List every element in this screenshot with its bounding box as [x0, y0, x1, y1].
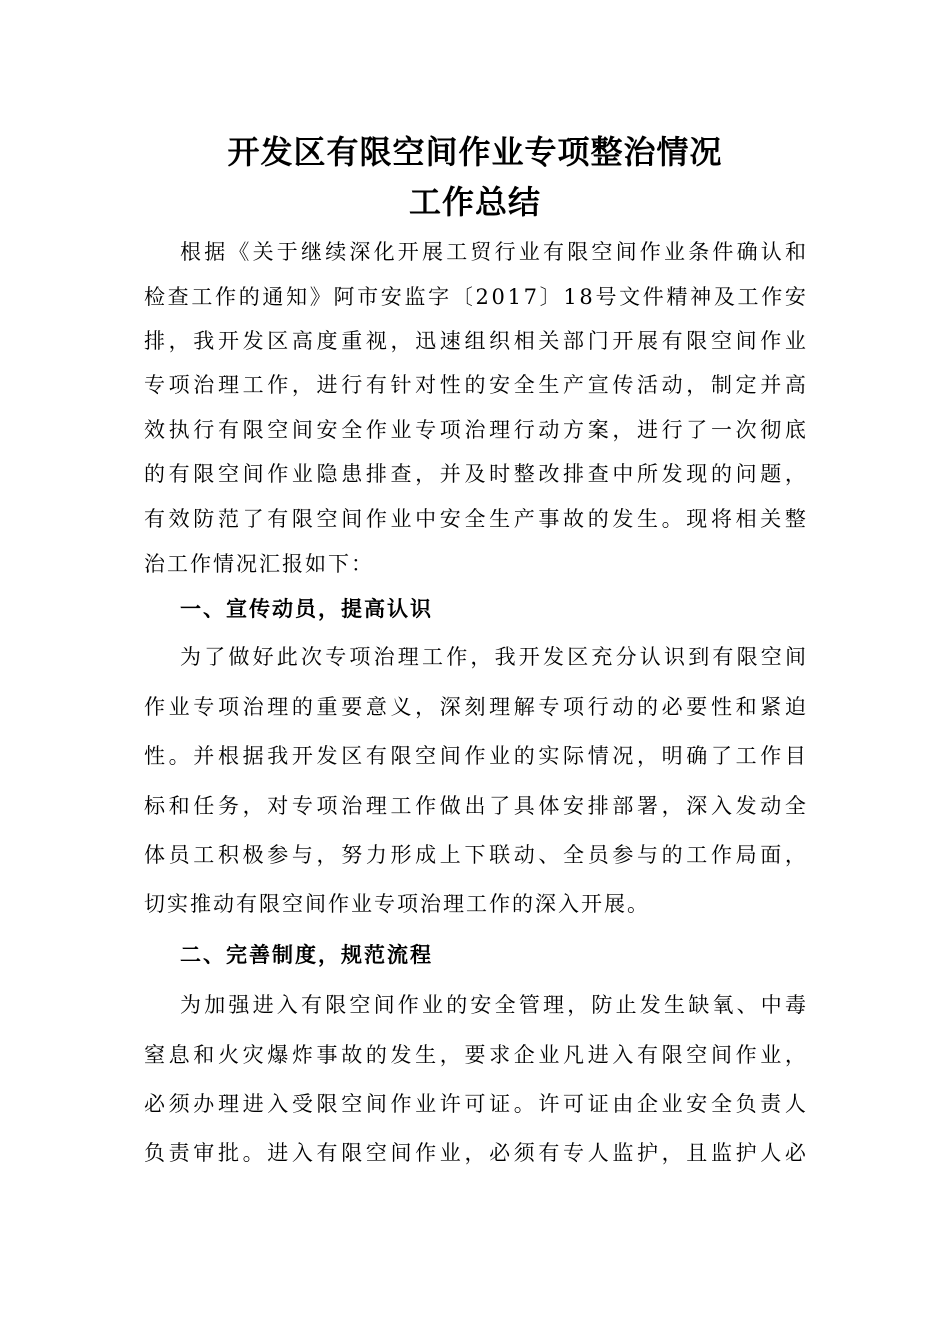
document-title-line-1: 开发区有限空间作业专项整治情况: [227, 133, 723, 171]
body-line: 排，我开发区高度重视，迅速组织相关部门开展有限空间作业: [144, 329, 810, 353]
body-line: 检查工作的通知》阿市安监字〔2017〕18号文件精神及工作安: [144, 285, 809, 309]
body-line: 负责审批。进入有限空间作业，必须有专人监护，且监护人必: [144, 1141, 810, 1165]
body-line: 专项治理工作，进行有针对性的安全生产宣传活动，制定并高: [144, 373, 810, 397]
body-line: 标和任务，对专项治理工作做出了具体安排部署，深入发动全: [144, 794, 810, 818]
body-line: 效执行有限空间安全作业专项治理行动方案，进行了一次彻底: [144, 418, 810, 442]
body-line: 的有限空间作业隐患排查，并及时整改排查中所发现的问题，: [144, 462, 810, 486]
body-line: 作业专项治理的重要意义，深刻理解专项行动的必要性和紧迫: [144, 695, 810, 719]
body-line: 体员工积极参与，努力形成上下联动、全员参与的工作局面，: [144, 843, 810, 867]
body-line: 根据《关于继续深化开展工贸行业有限空间作业条件确认和: [180, 240, 810, 264]
document-title-line-2: 工作总结: [408, 183, 541, 221]
body-line: 为了做好此次专项治理工作，我开发区充分认识到有限空间: [180, 645, 810, 669]
body-line: 切实推动有限空间作业专项治理工作的深入开展。: [144, 892, 650, 916]
body-line: 为加强进入有限空间作业的安全管理，防止发生缺氧、中毒: [180, 993, 810, 1017]
body-line: 必须办理进入受限空间作业许可证。许可证由企业安全负责人: [144, 1092, 810, 1116]
body-line: 有效防范了有限空间作业中安全生产事故的发生。现将相关整: [144, 507, 810, 531]
section-heading-2: 二、完善制度，规范流程: [180, 942, 433, 967]
body-line: 性。并根据我开发区有限空间作业的实际情况，明确了工作目: [144, 744, 810, 768]
body-line: 治工作情况汇报如下：: [144, 552, 374, 576]
section-heading-1: 一、宣传动员，提高认识: [180, 596, 433, 621]
body-line: 窒息和火灾爆炸事故的发生，要求企业凡进入有限空间作业，: [144, 1043, 810, 1067]
